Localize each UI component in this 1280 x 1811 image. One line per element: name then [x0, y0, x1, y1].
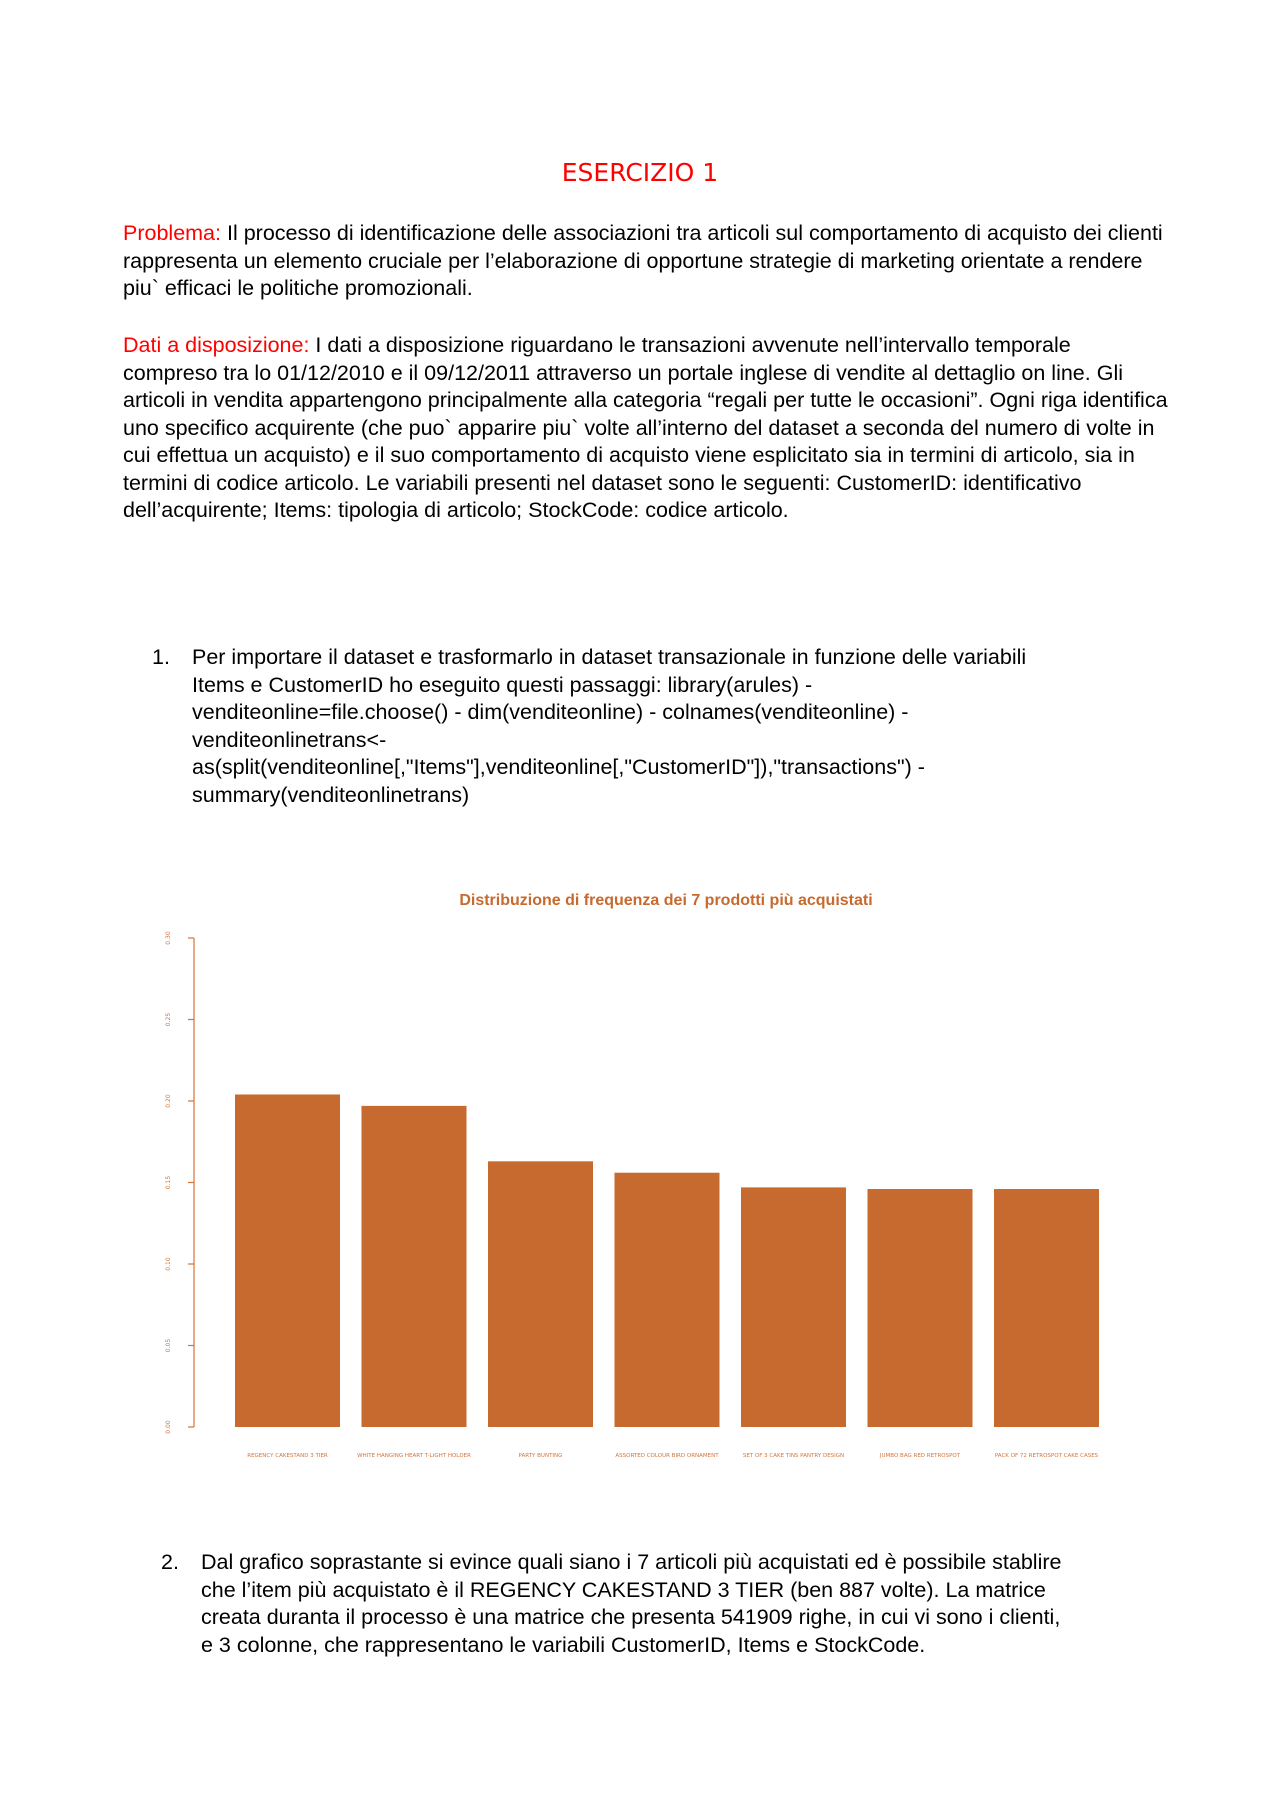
- x-tick-label: WHITE HANGING HEART T-LIGHT HOLDER: [357, 1453, 471, 1459]
- bar: [994, 1189, 1099, 1427]
- chart-title: Distribuzione di frequenza dei 7 prodotti più acquistati: [459, 892, 873, 909]
- y-tick-label: 0.30: [165, 931, 172, 945]
- y-tick-label: 0.10: [165, 1257, 172, 1271]
- problema-text: Il processo di identificazione delle associazioni tra articoli sul comportamento di acquisto dei clienti rappresenta un elemento cruciale per l’elaborazione di opportune strategie di marketing orientate a rendere piu` efficaci le politiche promozionali.: [123, 221, 1163, 300]
- list-line: venditeonlinetrans<-: [192, 727, 387, 752]
- bar-chart: [150, 880, 1110, 1470]
- x-tick-label: JUMBO BAG RED RETROSPOT: [879, 1453, 961, 1459]
- bar: [488, 1161, 593, 1427]
- x-labels: [247, 1453, 1098, 1459]
- dati-text: I dati a disposizione riguardano le transazioni avvenute nell’intervallo temporale compreso tra lo 01/12/2010 e il 09/12/2011 attraverso un portale inglese di vendite al dettaglio on line. Gli articoli in vendita appartengono principalmente alla categoria “regali per tutte le occasioni”. Ogni riga identifica uno specifico acquirente (che puo` apparire piu` volte all’interno del dataset a seconda del numero di volte in cui effettua un acquisto) e il suo comportamento di acquisto viene esplicitato sia in termini di articolo, sia in termini di codice articolo. Le variabili presenti nel dataset sono le seguenti: CustomerID: identificativo dell’acquirente; Items: tipologia di articolo; StockCode: codice articolo.: [123, 333, 1168, 522]
- problema-paragraph: [123, 220, 1168, 303]
- list-line: as(split(venditeonline[,"Items"],venditeonline[,"CustomerID"]),"transactions") -: [192, 755, 925, 779]
- list-number: 2.: [161, 1550, 179, 1574]
- y-axis: [165, 931, 194, 1434]
- dati-paragraph: [123, 332, 1168, 525]
- x-tick-label: SET OF 3 CAKE TINS PANTRY DESIGN: [742, 1453, 845, 1459]
- y-tick-label: 0.00: [165, 1420, 172, 1434]
- problema-label: Problema:: [123, 221, 221, 245]
- y-tick-label: 0.20: [165, 1094, 172, 1108]
- bars: [235, 1094, 1099, 1427]
- list-line: Per importare il dataset e trasformarlo in dataset transazionale in funzione delle variabili: [192, 645, 1027, 669]
- y-tick-label: 0.05: [165, 1338, 172, 1353]
- y-tick-label: 0.25: [165, 1012, 172, 1027]
- list-number: 1.: [152, 645, 170, 669]
- dati-label: Dati a disposizione:: [123, 333, 310, 357]
- x-tick-label: ASSORTED COLOUR BIRD ORNAMENT: [615, 1453, 719, 1459]
- list-line: che l’item più acquistato è il REGENCY CAKESTAND 3 TIER (ben 887 volte). La matrice: [201, 1577, 1046, 1602]
- bar: [868, 1189, 973, 1427]
- bar: [741, 1187, 846, 1427]
- list-line: venditeonline=file.choose() - dim(venditeonline) - colnames(venditeonline) -: [192, 700, 909, 724]
- list-line: creata duranta il processo è una matrice che presenta 541909 righe, in cui vi sono i clienti,: [201, 1605, 1061, 1629]
- list-line: summary(venditeonlinetrans): [192, 782, 470, 807]
- y-tick-label: 0.15: [165, 1175, 172, 1190]
- list-text: [192, 644, 1192, 809]
- x-tick-label: PACK OF 72 RETROSPOT CAKE CASES: [994, 1453, 1099, 1459]
- list-line: e 3 colonne, che rappresentano le variabili CustomerID, Items e StockCode.: [201, 1632, 926, 1657]
- x-tick-label: PARTY BUNTING: [518, 1453, 563, 1459]
- list-text: [201, 1549, 1201, 1659]
- x-tick-label: REGENCY CAKESTAND 3 TIER: [247, 1453, 328, 1459]
- bar: [235, 1094, 340, 1427]
- bar: [362, 1106, 467, 1427]
- list-line: Items e CustomerID ho eseguito questi passaggi: library(arules) -: [192, 672, 813, 697]
- page-title: ESERCIZIO 1: [561, 158, 719, 187]
- list-line: Dal grafico soprastante si evince quali siano i 7 articoli più acquistati ed è possibile stablire: [201, 1550, 1062, 1574]
- bar: [615, 1173, 720, 1427]
